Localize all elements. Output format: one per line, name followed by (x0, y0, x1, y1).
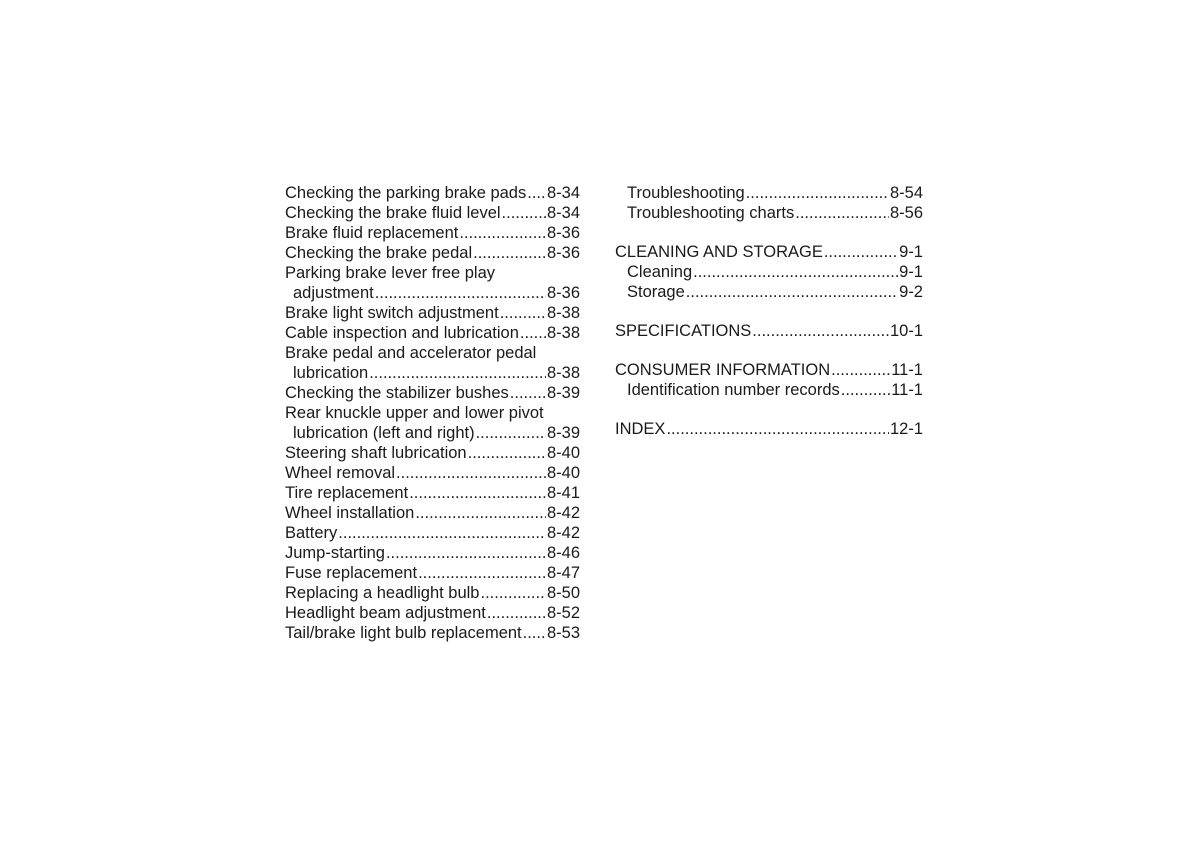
toc-entry-steering-shaft[interactable] (285, 443, 580, 463)
toc-entry-label: Checking the parking brake pads (285, 184, 527, 202)
toc-page-number: 8-42 (546, 524, 580, 542)
toc-entry-label: Steering shaft lubrication (285, 444, 467, 462)
toc-entry-label: Checking the brake fluid level (285, 204, 501, 222)
toc-entry-headlight-beam[interactable] (285, 603, 580, 623)
dot-leader (831, 360, 890, 380)
toc-entry-label: Checking the stabilizer bushes (285, 384, 509, 402)
toc-entry-wheel-removal[interactable] (285, 463, 580, 483)
toc-entry-brake-light-switch[interactable] (285, 303, 580, 323)
toc-entry-wheel-installation[interactable] (285, 503, 580, 523)
toc-entry-label: Brake light switch adjustment (285, 304, 499, 322)
dot-leader (409, 483, 546, 503)
toc-page-number: 9-1 (899, 263, 923, 281)
toc-entry-label: Headlight beam adjustment (285, 604, 486, 622)
dot-leader (841, 380, 890, 400)
toc-page-number: 9-1 (899, 243, 923, 261)
toc-chapter-label: CLEANING AND STORAGE (615, 243, 823, 261)
toc-entry-label: Jump-starting (285, 544, 385, 562)
toc-page-number: 8-38 (546, 304, 580, 322)
dot-leader (666, 419, 889, 439)
toc-entry-tail-brake-light[interactable] (285, 623, 580, 643)
toc-entry-fuse-replacement[interactable] (285, 563, 580, 583)
dot-leader (746, 183, 889, 203)
toc-entry-label: lubrication (left and right) (293, 424, 475, 442)
toc-entry-label: lubrication (293, 364, 369, 382)
toc-page-number: 8-36 (546, 244, 580, 262)
toc-entry-identification-numbers[interactable] (615, 380, 923, 400)
toc-page-number: 8-40 (546, 464, 580, 482)
dot-leader (510, 383, 546, 403)
toc-entry-label: Troubleshooting (627, 184, 745, 202)
toc-entry-label: Identification number records (627, 381, 840, 399)
toc-entry-brake-accelerator-lubrication[interactable] (285, 363, 580, 383)
toc-entry-troubleshooting-charts[interactable] (615, 203, 923, 223)
toc-chapter-specifications[interactable] (615, 321, 923, 341)
dot-leader (386, 543, 546, 563)
dot-leader (795, 203, 889, 223)
toc-page-number: 8-38 (546, 364, 580, 382)
toc-page-number: 8-50 (546, 584, 580, 602)
toc-page-number: 8-53 (546, 624, 580, 642)
dot-leader (338, 523, 546, 543)
dot-leader (693, 262, 898, 282)
toc-entry-label: Troubleshooting charts (627, 204, 795, 222)
toc-page-number: 8-40 (546, 444, 580, 462)
toc-entry-tire-replacement[interactable] (285, 483, 580, 503)
toc-entry-label: Tire replacement (285, 484, 409, 502)
toc-chapter-cleaning-storage[interactable] (615, 242, 923, 262)
dot-leader (527, 183, 546, 203)
toc-page-number: 8-34 (546, 184, 580, 202)
toc-entry-label: Battery (285, 524, 338, 542)
dot-leader (375, 283, 546, 303)
toc-page-number: 9-2 (899, 283, 923, 301)
toc-entry-label: Checking the brake pedal (285, 244, 473, 262)
toc-entry-headlight-bulb[interactable] (285, 583, 580, 603)
dot-leader (480, 583, 545, 603)
dot-leader (502, 203, 546, 223)
dot-leader (523, 623, 546, 643)
toc-page-number: 8-52 (546, 604, 580, 622)
toc-page-number: 8-54 (889, 184, 923, 202)
toc-entry-parking-brake-pads[interactable] (285, 183, 580, 203)
dot-leader (369, 363, 546, 383)
toc-entry-label: Replacing a headlight bulb (285, 584, 480, 602)
toc-page-number: 8-39 (546, 384, 580, 402)
toc-page-number: 10-1 (889, 322, 923, 340)
toc-chapter-consumer-information[interactable] (615, 360, 923, 380)
toc-page-number: 8-38 (546, 324, 580, 342)
toc-chapter-index[interactable] (615, 419, 923, 439)
toc-chapter-label: INDEX (615, 420, 666, 438)
toc-entry-troubleshooting[interactable] (615, 183, 923, 203)
toc-entry-label: Tail/brake light bulb replacement (285, 624, 522, 642)
toc-entry-battery[interactable] (285, 523, 580, 543)
toc-chapter-label: CONSUMER INFORMATION (615, 361, 831, 379)
dot-leader (824, 242, 898, 262)
toc-entry-cleaning[interactable] (615, 262, 923, 282)
dot-leader (473, 243, 546, 263)
dot-leader (459, 223, 546, 243)
dot-leader (396, 463, 546, 483)
toc-entry-label: Wheel removal (285, 464, 396, 482)
toc-entry-rear-knuckle-lubrication[interactable] (285, 423, 580, 443)
dot-leader (500, 303, 546, 323)
dot-leader (520, 323, 546, 343)
toc-entry-label: Fuse replacement (285, 564, 418, 582)
toc-entry-parking-brake-lever-adjustment[interactable] (285, 283, 580, 303)
toc-page-number: 8-42 (546, 504, 580, 522)
toc-entry-storage[interactable] (615, 282, 923, 302)
toc-page-number: 8-34 (546, 204, 580, 222)
dot-leader (468, 443, 546, 463)
toc-entry-brake-accelerator-heading[interactable]: Brake pedal and accelerator pedal (285, 344, 537, 362)
toc-entry-label: Storage (627, 283, 685, 301)
toc-chapter-label: SPECIFICATIONS (615, 322, 752, 340)
dot-leader (487, 603, 546, 623)
toc-page-number: 8-47 (546, 564, 580, 582)
toc-entry-stabilizer-bushes[interactable] (285, 383, 580, 403)
toc-page-number: 8-36 (546, 224, 580, 242)
toc-page-number: 8-41 (546, 484, 580, 502)
toc-entry-label: Cable inspection and lubrication (285, 324, 519, 342)
toc-page-number: 8-56 (889, 204, 923, 222)
toc-entry-label: Cleaning (627, 263, 693, 281)
toc-entry-brake-fluid-replacement[interactable] (285, 223, 580, 243)
toc-entry-label: Wheel installation (285, 504, 415, 522)
toc-entry-brake-pedal[interactable] (285, 243, 580, 263)
dot-leader (686, 282, 898, 302)
toc-left-column (285, 183, 580, 643)
toc-page-number: 8-46 (546, 544, 580, 562)
toc-page-number: 11-1 (891, 381, 923, 399)
toc-entry-parking-brake-lever-heading[interactable]: Parking brake lever free play (285, 264, 496, 282)
toc-entry-brake-fluid-level[interactable] (285, 203, 580, 223)
toc-entry-label: Brake fluid replacement (285, 224, 459, 242)
toc-entry-jump-starting[interactable] (285, 543, 580, 563)
dot-leader (415, 503, 546, 523)
toc-page-number: 11-1 (891, 361, 923, 379)
toc-right-column (615, 183, 923, 439)
dot-leader (476, 423, 546, 443)
toc-entry-rear-knuckle-heading[interactable]: Rear knuckle upper and lower pivot (285, 404, 544, 422)
dot-leader (418, 563, 546, 583)
toc-entry-label: adjustment (293, 284, 374, 302)
dot-leader (752, 321, 889, 341)
toc-entry-cable-inspection[interactable] (285, 323, 580, 343)
toc-page-number: 8-39 (546, 424, 580, 442)
toc-page-number: 8-36 (546, 284, 580, 302)
toc-page-number: 12-1 (889, 420, 923, 438)
